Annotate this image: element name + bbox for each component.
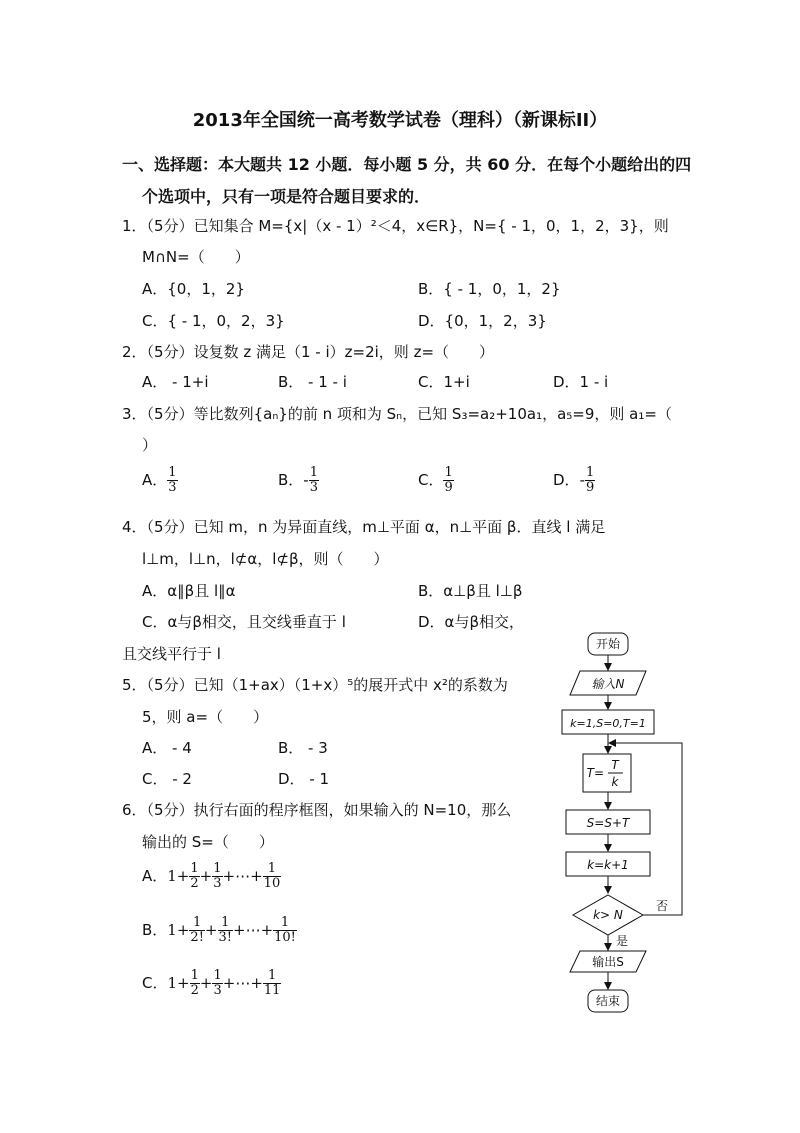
q6-option-c: C．1+ $\frac{1}{2}$ + $\frac{1}{3}$ +⋯+ $\frac{1}{11}$	[142, 968, 281, 998]
flow-end-label: 结束	[595, 994, 621, 1008]
flow-input-label: 输入N	[591, 677, 625, 691]
q5-option-d: D． - 1	[278, 770, 330, 788]
q3-stem-line1: 3．（5分）等比数列{aₙ}的前 n 项和为 Sₙ，已知 S₃=a₂+10a₁，a₅=9，则 a₁=（	[122, 405, 672, 423]
flow-yes-label: 是	[616, 934, 629, 948]
flow-s-update-label: S=S+T	[586, 816, 630, 830]
flowchart	[555, 625, 695, 1020]
q4-option-d: D．α与β相交，	[418, 613, 525, 631]
q1-stem-line1: 1．（5分）已知集合 M={x|（x - 1）²＜4，x∈R}，N={ - 1，0，1，2，3}，则	[122, 217, 669, 235]
q5-option-b: B． - 3	[278, 739, 328, 757]
q3-option-b: B．- $\frac{1}{3}$	[278, 465, 318, 495]
q1-stem-line2: M∩N=（ ）	[142, 248, 250, 266]
q4-option-b: B．α⊥β且 l⊥β	[418, 582, 523, 600]
q1-option-a: A．{0，1，2}	[142, 280, 245, 298]
q4-option-a: A．α∥β且 l∥α	[142, 582, 236, 600]
flow-output-label: 输出S	[592, 955, 624, 969]
q4-stem-line2: l⊥m，l⊥n，l⊄α，l⊄β，则（ ）	[142, 550, 389, 568]
q4-stem-line1: 4．（5分）已知 m，n 为异面直线，m⊥平面 α，n⊥平面 β．直线 l 满足	[122, 518, 606, 536]
q2-option-d: D．1 - i	[553, 373, 609, 391]
flow-no-label: 否	[656, 899, 669, 913]
q2-option-a: A． - 1+i	[142, 373, 209, 391]
flow-k-update-label: k=k+1	[587, 858, 629, 872]
q5-stem-line2: 5，则 a=（ ）	[142, 708, 269, 726]
q2-stem: 2．（5分）设复数 z 满足（1 - i）z=2i，则 z=（ ）	[122, 343, 495, 361]
q5-stem-line1: 5．（5分）已知（1+ax）（1+x）⁵的展开式中 x²的系数为	[122, 676, 508, 694]
section-heading-line1: 一、选择题：本大题共 12 小题．每小题 5 分，共 60 分．在每个小题给出的四	[122, 155, 692, 174]
q1-option-d: D．{0，1，2，3}	[418, 312, 547, 330]
q3-stem-line2: ）	[142, 436, 158, 454]
flow-start-label: 开始	[595, 637, 621, 651]
flow-init-label: k=1,S=0,T=1	[570, 717, 646, 730]
flow-t-denominator: k	[611, 775, 619, 789]
q6-stem-line1: 6．（5分）执行右面的程序框图，如果输入的 N=10，那么	[122, 801, 512, 819]
flow-t-lhs: T=	[586, 766, 604, 780]
flow-condition-label: k> N	[593, 908, 623, 922]
q3-option-a: A． $\frac{1}{3}$	[142, 465, 177, 495]
q2-option-c: C．1+i	[418, 373, 470, 391]
q5-option-a: A． - 4	[142, 739, 192, 757]
q4-option-c: C．α与β相交，且交线垂直于 l	[142, 613, 346, 631]
q6-option-a: A．1+ $\frac{1}{2}$ + $\frac{1}{3}$ +⋯+ $\frac{1}{10}$	[142, 861, 281, 891]
q3-option-d: D．- $\frac{1}{9}$	[553, 465, 595, 495]
q6-stem-line2: 输出的 S=（ ）	[142, 833, 274, 851]
section-heading-line2: 个选项中，只有一项是符合题目要求的．	[142, 187, 431, 206]
q3-option-c: C． $\frac{1}{9}$	[418, 465, 453, 495]
q1-option-c: C．{ - 1，0，2，3}	[142, 312, 285, 330]
flow-t-numerator: T	[611, 758, 619, 772]
q2-option-b: B． - 1 - i	[278, 373, 347, 391]
q5-option-c: C． - 2	[142, 770, 192, 788]
q1-option-b: B．{ - 1，0，1，2}	[418, 280, 561, 298]
q6-option-b: B．1+ $\frac{1}{2!}$ + $\frac{1}{3!}$ +⋯+ $\frac{1}{10!}$	[142, 915, 296, 945]
q4-option-d-continued: 且交线平行于 l	[122, 645, 221, 663]
page-title: 2013年全国统一高考数学试卷（理科）（新课标II）	[192, 110, 608, 131]
